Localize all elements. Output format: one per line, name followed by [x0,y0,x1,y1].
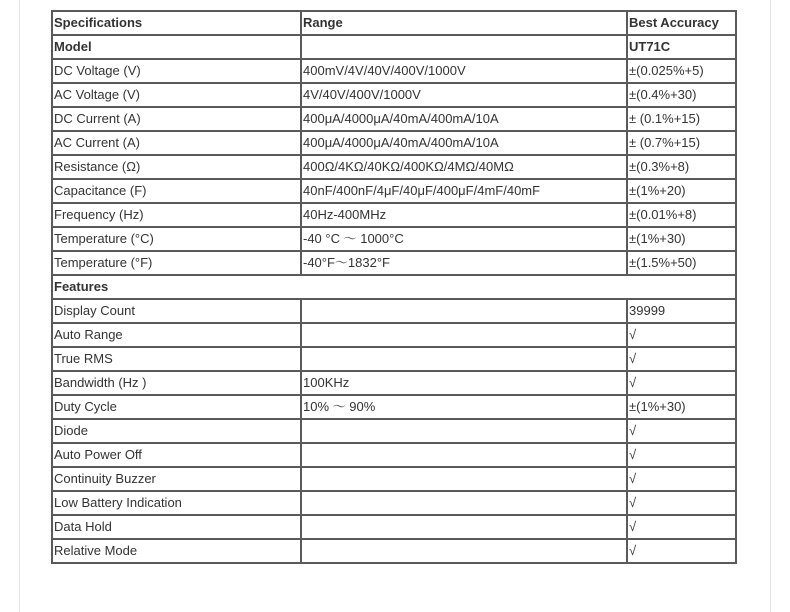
spec-name: Temperature (°C) [52,227,301,251]
model-label: Model [52,35,301,59]
spec-accuracy: ±(0.025%+5) [627,59,736,83]
spec-accuracy: ±(1%+20) [627,179,736,203]
feature-row [52,299,736,323]
feature-row [52,539,736,563]
spec-accuracy: ±(1%+30) [627,227,736,251]
feature-range [301,443,627,467]
feature-row [52,419,736,443]
spec-name: Temperature (°F) [52,251,301,275]
feature-value: √ [627,419,736,443]
spec-range: 400μA/4000μA/40mA/400mA/10A [301,131,627,155]
spec-row [52,227,736,251]
header-row [52,11,736,35]
feature-value: √ [627,443,736,467]
feature-row [52,515,736,539]
spec-name: Resistance (Ω) [52,155,301,179]
feature-name: True RMS [52,347,301,371]
spec-range: 40nF/400nF/4μF/40μF/400μF/4mF/40mF [301,179,627,203]
feature-name: Relative Mode [52,539,301,563]
spec-row [52,155,736,179]
feature-range: 100KHz [301,371,627,395]
spec-name: DC Voltage (V) [52,59,301,83]
spec-name: AC Current (A) [52,131,301,155]
feature-name: Continuity Buzzer [52,467,301,491]
header-range: Range [301,11,627,35]
spec-name: DC Current (A) [52,107,301,131]
features-heading: Features [52,275,736,299]
spec-name: AC Voltage (V) [52,83,301,107]
spec-range: -40 °C ～ 1000°C [301,227,627,251]
spec-range: 40Hz-400MHz [301,203,627,227]
header-specifications: Specifications [52,11,301,35]
feature-range [301,539,627,563]
model-range [301,35,627,59]
feature-name: Display Count [52,299,301,323]
spec-row [52,179,736,203]
feature-name: Auto Range [52,323,301,347]
feature-range: 10% ～ 90% [301,395,627,419]
model-row [52,35,736,59]
spec-accuracy: ±(0.3%+8) [627,155,736,179]
spec-name: Capacitance (F) [52,179,301,203]
feature-range [301,515,627,539]
spec-accuracy: ± (0.1%+15) [627,107,736,131]
spec-row [52,107,736,131]
feature-row [52,371,736,395]
feature-value: √ [627,467,736,491]
feature-name: Bandwidth (Hz ) [52,371,301,395]
spec-row [52,83,736,107]
spec-name: Frequency (Hz) [52,203,301,227]
feature-range [301,419,627,443]
spec-row [52,203,736,227]
feature-row [52,347,736,371]
spec-range: 400Ω/4KΩ/40KΩ/400KΩ/4MΩ/40MΩ [301,155,627,179]
spec-range: 400mV/4V/40V/400V/1000V [301,59,627,83]
feature-range [301,467,627,491]
feature-name: Diode [52,419,301,443]
spec-row [52,131,736,155]
spec-accuracy: ± (0.7%+15) [627,131,736,155]
specifications-table [51,10,737,564]
feature-row [52,467,736,491]
feature-value: 39999 [627,299,736,323]
spec-range: 400μA/4000μA/40mA/400mA/10A [301,107,627,131]
feature-name: Auto Power Off [52,443,301,467]
spec-row [52,59,736,83]
spec-row [52,251,736,275]
feature-name: Data Hold [52,515,301,539]
spec-range: 4V/40V/400V/1000V [301,83,627,107]
feature-value: √ [627,539,736,563]
spec-accuracy: ±(0.4%+30) [627,83,736,107]
spec-range: -40°F～1832°F [301,251,627,275]
feature-row [52,395,736,419]
feature-row [52,491,736,515]
page-border-right [770,0,771,612]
feature-value: √ [627,371,736,395]
specifications-table-body [52,11,736,563]
feature-row [52,323,736,347]
feature-value: √ [627,347,736,371]
features-heading-row [52,275,736,299]
feature-value: √ [627,515,736,539]
feature-range [301,299,627,323]
feature-value: ±(1%+30) [627,395,736,419]
header-best-accuracy: Best Accuracy [627,11,736,35]
feature-value: √ [627,323,736,347]
feature-value: √ [627,491,736,515]
feature-range [301,323,627,347]
page-border-left [19,0,20,612]
feature-range [301,491,627,515]
feature-name: Low Battery Indication [52,491,301,515]
feature-range [301,347,627,371]
feature-row [52,443,736,467]
spec-accuracy: ±(1.5%+50) [627,251,736,275]
spec-accuracy: ±(0.01%+8) [627,203,736,227]
feature-name: Duty Cycle [52,395,301,419]
model-value: UT71C [627,35,736,59]
